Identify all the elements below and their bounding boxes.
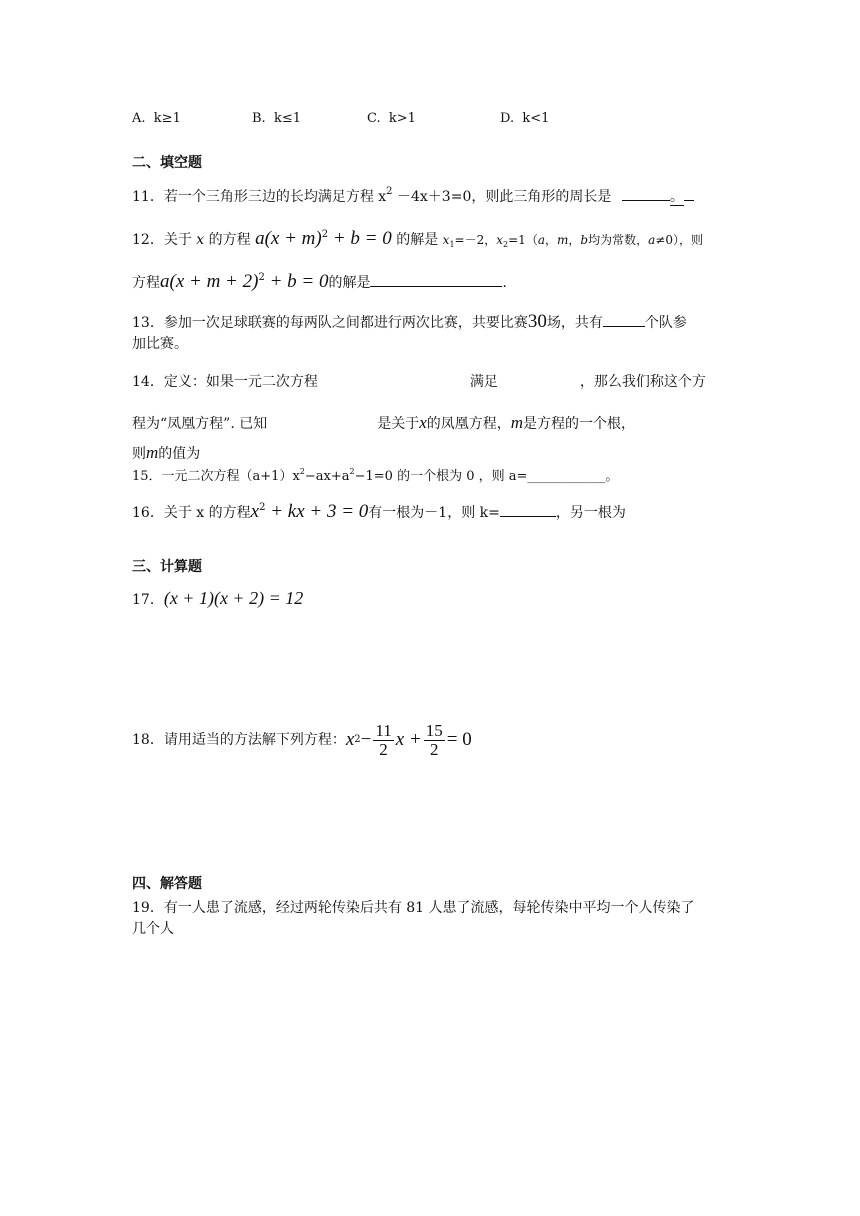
question-14-line-3: 则m的值为: [132, 443, 201, 462]
equation: a(x + m + 2): [160, 271, 259, 292]
question-13: 13．参加一次足球联赛的每两队之间都进行两次比赛，共要比赛30场，共有 个队参: [132, 311, 687, 332]
question-16: 16．关于 x 的方程$x^2$ + kx + 3 = 0有一根为－1，则 k= ，另一根为: [132, 501, 626, 522]
question-17: 17．(x + 1)(x + 2) = 12: [132, 588, 304, 608]
section-heading-fill-in: 二、填空题: [132, 155, 202, 171]
section-heading-answer: 四、解答题: [132, 876, 202, 892]
question-18: 18．请用适当的方法解下列方程： x 2 − $\frac{11}{2}$ x + $\frac{15}{2}$ = 0: [132, 720, 472, 759]
question-19-line-1: 19．有一人患了流感，经过两轮传染后共有 81 人患了流感，每轮传染中平均一个人传染了: [132, 900, 695, 916]
answer-blank[interactable]: [370, 272, 502, 287]
choice-d: D. k<1: [500, 111, 550, 126]
question-13-line-2: 加比赛。: [132, 336, 188, 352]
equation: x: [250, 501, 260, 522]
question-12-line-2: 方程$a(x + m + 2)^2 + b = 0$的解是 .: [132, 271, 507, 292]
question-14-line-2: 程为“凤凰方程”. 已知 是关于x的凤凰方程，m是方程的一个根，: [132, 413, 636, 432]
choice-a: A. k≥1: [132, 111, 181, 126]
answer-blank[interactable]: [500, 502, 556, 517]
question-19-line-2: 几个人: [132, 921, 174, 937]
equation: (x + 1)(x + 2) = 12: [163, 588, 304, 608]
fraction: $\frac{15}{2}$: [425, 720, 443, 759]
question-11: 11．若一个三角形三边的长均满足方程 $x^2 -4x+3=0$，则此三角形的周长是 。: [132, 186, 694, 207]
choice-c: C. k>1: [367, 111, 416, 126]
equation: a(x + m): [255, 228, 322, 249]
answer-blank[interactable]: [603, 312, 645, 327]
question-12-line-1: 12．关于 x 的方程 $a(x + m)^2 + b = 0$ 的解是 $x_1=-2$，$x_2=1(a$，m，b均为常数，a≠0），则: [132, 228, 703, 249]
question-15: 15．一元二次方程$(a+1)x^2-ax+a^2-1=0$ 的一个根为 0 ，则 a=____________。: [132, 467, 619, 484]
fraction: $\frac{11}{2}$: [375, 720, 392, 759]
question-14-line-1: 14．定义：如果一元二次方程 满足 ，那么我们称这个方: [132, 374, 706, 390]
answer-blank[interactable]: ____________: [527, 469, 606, 484]
section-heading-calculation: 三、计算题: [132, 559, 202, 575]
answer-blank[interactable]: [622, 186, 670, 201]
choice-b: B. k≤1: [252, 111, 301, 126]
